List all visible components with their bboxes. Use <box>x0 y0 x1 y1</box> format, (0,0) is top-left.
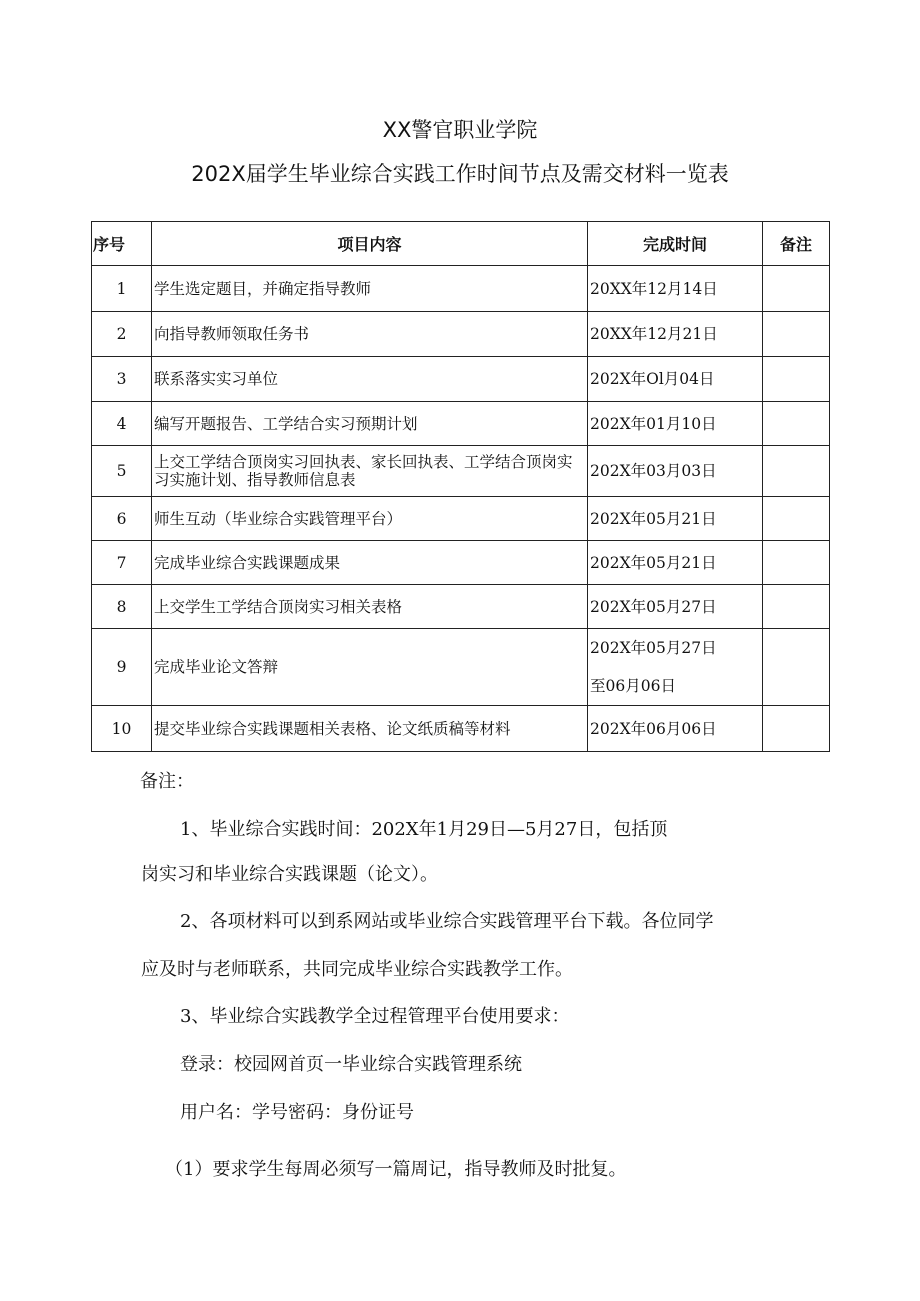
row-date-line: 202X年Ol月04日 <box>590 370 715 388</box>
row-date-line: 202X年03月03日 <box>590 462 717 480</box>
row-content: 学生选定题目，并确定指导教师 <box>152 266 588 312</box>
row-number: 6 <box>92 497 152 541</box>
row-date-line: 至06月06日 <box>590 677 676 695</box>
column-header-note: 备注 <box>763 222 830 266</box>
note-item-1: 1、毕业综合实践时间：202X年1月29日—5月27日，包括顶 <box>180 819 668 840</box>
row-note <box>763 357 830 402</box>
row-content: 完成毕业综合实践课题成果 <box>152 541 588 585</box>
row-note <box>763 585 830 629</box>
table-row <box>92 497 830 541</box>
note-item-1-continued: 岗实习和毕业综合实践课题（论文）。 <box>141 864 438 885</box>
row-content: 上交工学结合顶岗实习回执表、家长回执表、工学结合顶岗实习实施计划、指导教师信息表 <box>152 446 588 497</box>
table-row <box>92 706 830 752</box>
row-content: 联系落实实习单位 <box>152 357 588 402</box>
row-note <box>763 312 830 357</box>
row-number: 7 <box>92 541 152 585</box>
row-date-line: 202X年05月21日 <box>590 509 717 528</box>
row-date <box>588 357 763 402</box>
table-row <box>92 629 830 706</box>
credentials-instruction: 用户名：学号密码：身份证号 <box>180 1102 414 1123</box>
row-content: 完成毕业论文答辩 <box>152 629 588 706</box>
row-date <box>588 266 763 312</box>
row-date-line: 20XX年12月21日 <box>590 325 718 343</box>
table-row <box>92 402 830 446</box>
note-item-2-continued: 应及时与老师联系，共同完成毕业综合实践教学工作。 <box>141 959 573 980</box>
row-number: 5 <box>92 446 152 497</box>
row-number: 4 <box>92 402 152 446</box>
login-instruction: 登录：校园网首页一毕业综合实践管理系统 <box>180 1054 522 1075</box>
row-date <box>588 706 763 752</box>
row-note <box>763 402 830 446</box>
table-row <box>92 446 830 497</box>
row-note <box>763 706 830 752</box>
row-date <box>588 497 763 541</box>
table-header-row <box>92 222 830 266</box>
column-header-date: 完成时间 <box>588 222 763 266</box>
note-item-2: 2、各项材料可以到系网站或毕业综合实践管理平台下载。各位同学 <box>180 911 714 932</box>
row-date-line: 202X年05月21日 <box>590 553 717 572</box>
row-date-line: 202X年05月27日 <box>590 597 717 616</box>
row-date <box>588 446 763 497</box>
row-date <box>588 402 763 446</box>
row-date <box>588 312 763 357</box>
table-row <box>92 312 830 357</box>
column-header-seq: 序号 <box>92 222 152 266</box>
row-number: 8 <box>92 585 152 629</box>
row-number: 2 <box>92 312 152 357</box>
row-date-line: 202X年05月27日 <box>590 639 717 657</box>
row-note <box>763 266 830 312</box>
notes-heading: 备注： <box>140 771 194 792</box>
row-content: 向指导教师领取任务书 <box>152 312 588 357</box>
row-date-line: 20XX年12月14日 <box>590 279 718 298</box>
row-date <box>588 541 763 585</box>
document-title: 202X届学生毕业综合实践工作时间节点及需交材料一览表 <box>191 162 729 186</box>
requirement-1: （1）要求学生每周必须写一篇周记，指导教师及时批复。 <box>165 1159 627 1180</box>
table-row <box>92 585 830 629</box>
row-date-line: 202X年01月10日 <box>590 414 717 433</box>
row-number: 1 <box>92 266 152 312</box>
row-content: 师生互动（毕业综合实践管理平台） <box>152 497 588 541</box>
school-name: XX警官职业学院 <box>382 118 538 142</box>
table-row <box>92 266 830 312</box>
column-header-content: 项目内容 <box>152 222 588 266</box>
note-item-3: 3、毕业综合实践教学全过程管理平台使用要求： <box>180 1006 570 1027</box>
table-row <box>92 357 830 402</box>
table-row <box>92 541 830 585</box>
row-date-line: 202X年06月06日 <box>590 719 717 738</box>
row-note <box>763 541 830 585</box>
row-date <box>588 629 763 706</box>
row-number: 3 <box>92 357 152 402</box>
row-note <box>763 446 830 497</box>
row-content: 提交毕业综合实践课题相关表格、论文纸质稿等材料 <box>152 706 588 752</box>
row-number: 9 <box>92 629 152 706</box>
row-number: 10 <box>92 706 152 752</box>
row-content: 编写开题报告、工学结合实习预期计划 <box>152 402 588 446</box>
row-note <box>763 629 830 706</box>
row-content: 上交学生工学结合顶岗实习相关表格 <box>152 585 588 629</box>
row-note <box>763 497 830 541</box>
schedule-table <box>91 221 830 752</box>
row-date <box>588 585 763 629</box>
